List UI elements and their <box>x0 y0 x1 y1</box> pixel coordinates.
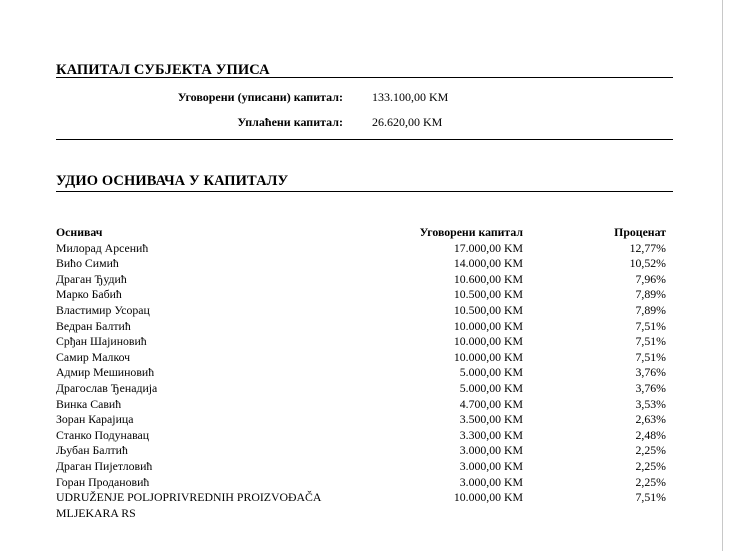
founder-capital: 3.500,00 KM <box>459 412 523 427</box>
founder-capital: 14.000,00 KM <box>453 256 523 271</box>
founder-percent: 7,89% <box>635 302 666 317</box>
paid-capital-label: Уплаћени капитал: <box>237 115 343 129</box>
founder-percent: 2,48% <box>635 427 666 442</box>
founders-table-body <box>56 241 666 523</box>
header-founder: Оснивач <box>56 225 103 239</box>
founder-capital: 10.000,00 KM <box>453 318 523 333</box>
table-row <box>56 443 666 459</box>
table-row <box>56 287 666 303</box>
table-row <box>56 272 666 288</box>
founder-percent: 7,89% <box>635 287 666 302</box>
capital-bottom-rule <box>56 139 673 140</box>
founder-capital: 10.000,00 KM <box>453 349 523 364</box>
founder-percent: 7,51% <box>635 318 666 333</box>
founder-capital: 10.600,00 KM <box>453 271 523 286</box>
capital-title-rule <box>56 77 673 78</box>
founder-name: Љубан Балтић <box>56 443 128 458</box>
founder-capital: 10.500,00 KM <box>453 302 523 317</box>
founder-name: Винка Савић <box>56 396 122 411</box>
table-row <box>56 365 666 381</box>
founder-percent: 2,25% <box>635 443 666 458</box>
founder-capital: 3.300,00 KM <box>459 427 523 442</box>
founder-name: Драган Пијетловић <box>56 458 153 473</box>
table-row <box>56 490 666 522</box>
founder-name: Драгослав Ђенадија <box>56 380 158 395</box>
founder-percent: 2,25% <box>635 458 666 473</box>
contracted-capital-label: Уговорени (уписани) капитал: <box>177 90 343 104</box>
founder-name: Милорад Арсенић <box>56 240 149 255</box>
founder-capital: 4.700,00 KM <box>459 396 523 411</box>
founder-name: Адмир Мешиновић <box>56 365 155 380</box>
founder-percent: 3,76% <box>635 380 666 395</box>
founder-name: Станко Подунавац <box>56 427 150 442</box>
table-row <box>56 459 666 475</box>
table-row <box>56 241 666 257</box>
founder-percent: 3,76% <box>635 365 666 380</box>
table-row <box>56 350 666 366</box>
founder-percent: 2,63% <box>635 412 666 427</box>
table-row <box>56 334 666 350</box>
founder-percent: 3,53% <box>635 396 666 411</box>
table-row <box>56 397 666 413</box>
founders-table <box>56 225 666 522</box>
paid-capital-value: 26.620,00 KM <box>372 115 443 129</box>
founder-name: Зоран Карајица <box>56 412 134 427</box>
founder-capital: 5.000,00 KM <box>459 365 523 380</box>
founder-capital: 3.000,00 KM <box>459 458 523 473</box>
header-percent: Проценат <box>614 225 666 239</box>
founder-capital: 3.000,00 KM <box>459 443 523 458</box>
founder-percent: 12,77% <box>629 240 666 255</box>
founder-capital: 10.000,00 KM <box>453 334 523 349</box>
table-row <box>56 319 666 335</box>
founder-capital: 17.000,00 KM <box>453 240 523 255</box>
contracted-capital-value: 133.100,00 KM <box>372 90 449 104</box>
founder-name: Вићо Симић <box>56 256 119 271</box>
founder-capital: 10.500,00 KM <box>453 287 523 302</box>
founders-title-rule <box>56 191 673 192</box>
founder-name: Властимир Усорац <box>56 302 150 317</box>
table-row <box>56 303 666 319</box>
founder-percent: 10,52% <box>629 256 666 271</box>
founder-name: Марко Бабић <box>56 287 122 302</box>
table-row <box>56 256 666 272</box>
founder-percent: 7,96% <box>635 271 666 286</box>
header-capital: Уговорени капитал <box>419 225 523 239</box>
founder-name: Ведран Балтић <box>56 318 131 333</box>
founder-percent: 2,25% <box>635 474 666 489</box>
founder-percent: 7,51% <box>635 349 666 364</box>
founder-name: UDRUŽENJE POLJOPRIVREDNIH PROIZVOĐAČA MLJEKARA RS <box>56 490 322 520</box>
table-row <box>56 428 666 444</box>
founder-name: Срђан Шајиновић <box>56 334 147 349</box>
founder-percent: 7,51% <box>635 334 666 349</box>
founder-percent: 7,51% <box>635 490 666 505</box>
founder-capital: 10.000,00 KM <box>453 490 523 505</box>
capital-section-title: КАПИТАЛ СУБЈЕКТА УПИСА <box>56 62 270 78</box>
founders-section-title: УДИО ОСНИВАЧА У КАПИТАЛУ <box>56 173 289 189</box>
table-row <box>56 381 666 397</box>
founder-name: Самир Малкоч <box>56 349 131 364</box>
founder-name: Драган Ђудић <box>56 271 127 286</box>
page-edge-line <box>722 0 723 551</box>
founders-table-header <box>56 225 666 241</box>
founder-capital: 3.000,00 KM <box>459 474 523 489</box>
table-row <box>56 412 666 428</box>
table-row <box>56 475 666 491</box>
founder-capital: 5.000,00 KM <box>459 380 523 395</box>
founder-name: Горан Продановић <box>56 474 150 489</box>
